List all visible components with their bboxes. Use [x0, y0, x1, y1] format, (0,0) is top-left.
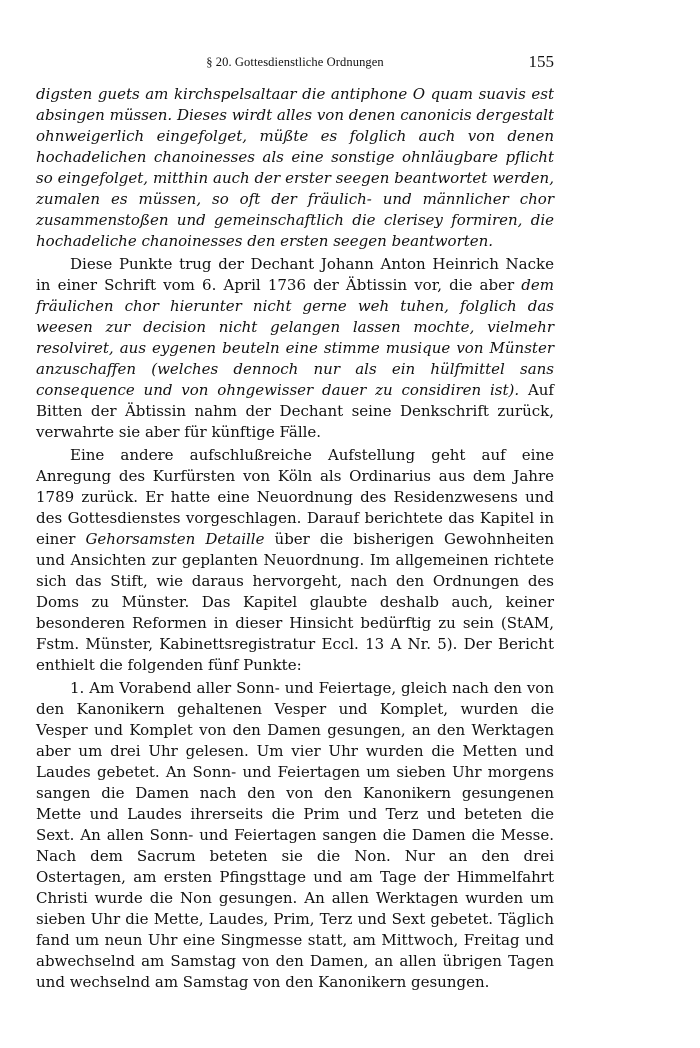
text-run: Diese Punkte trug der Dechant Johann Anton Heinrich Nacke in einer Schrift vom 6. April 1736 der Äbtissin vor, die aber	[36, 255, 554, 294]
paragraph	[36, 445, 554, 676]
main-text	[36, 84, 554, 993]
italic-text-run: dem fräulichen chor hierunter nicht gerne weh tuhen, folglich das weesen zur decision nicht gelangen lassen mochte, vielmehr resolviret, aus eygenen beuteln eine stimme musique von Münster anzuschaffen (welches dennoch nur als ein hülfmittel sans consequence und von ohngewisser dauer zu considiren ist).	[36, 276, 554, 399]
text-run: Auf Bitten der Äbtissin nahm der Dechant seine Denkschrift zurück, verwahrte sie aber für künftige Fälle.	[36, 381, 554, 441]
text-run: 1. Am Vorabend aller Sonn- und Feiertage, gleich nach den von den Kanonikern gehaltenen Vesper und Komplet, wurden die Vesper und Komplet von den Damen gesungen, an den Werktagen aber um drei Uhr gelesen. Um vier Uhr wurden die Metten und Laudes gebetet. An Sonn- und Feiertagen um sieben Uhr morgens sangen die Damen nach den von den Kanonikern gesungenen Mette und Laudes ihrerseits die Prim und Terz und beteten die Sext. An allen Sonn- und Feiertagen sangen die Damen die Messe. Nach dem Sacrum beteten sie die Non. Nur an den drei Ostertagen, am ersten Pfingsttage und am Tage der Himmelfahrt Christi wurde die Non gesungen. An allen Werktagen wurden um sieben Uhr die Mette, Laudes, Prim, Terz und Sext gebetet. Täglich fand um neun Uhr eine Singmesse statt, am Mittwoch, Freitag und abwechselnd am Samstag von den Damen, an allen übrigen Tagen und wechselnd am Samstag von den Kanonikern gesungen.	[36, 679, 554, 991]
text-run: über die bisherigen Gewohnheiten und Ansichten zur geplanten Neuordnung. Im allgemeinen richtete sich das Stift, wie daraus hervorgeht, nach den Ordnungen des Doms zu Münster. Das Kapitel glaubte deshalb auch, keiner besonderen Reformen in dieser Hinsicht bedürftig zu sein (StAM, Fstm. Münster, Kabinettsregistratur Eccl. 13 A Nr. 5). Der Bericht enthielt die folgenden fünf Punkte:	[36, 530, 554, 674]
running-title: § 20. Gottesdienstliche Ordnungen	[206, 55, 384, 69]
italic-text-run: Gehorsamsten Detaille	[85, 530, 265, 548]
text-run: Eine andere aufschlußreiche Aufstellung geht auf eine Anregung des Kurfürsten von Köln als Ordinarius aus dem Jahre 1789 zurück. Er hatte eine Neuordnung des Residenzwesens und des Gottesdienstes vorgeschlagen. Darauf berichtete das Kapitel in einer	[36, 446, 554, 548]
page-header	[36, 52, 554, 76]
paragraph	[36, 254, 554, 443]
italic-text-run: digsten guets am kirchspelsaltaar die antiphone O quam suavis est absingen müssen. Dieses wirdt alles von denen canonicis dergestalt ohnweigerlich eingefolget, müßte es folglich auch von denen hochadelichen chanoinesses als eine sonstige ohnläugbare pflicht so eingefolget, mitthin auch der erster seegen beantwortet werden, zumalen es müssen, so oft der fräulich- und männlicher chor zusammenstoßen und gemeinschaftlich die clerisey formiren, die hochadeliche chanoinesses den ersten seegen beantworten.	[36, 85, 554, 250]
paragraph	[36, 84, 554, 252]
paragraph	[36, 678, 554, 993]
page-number: 155	[528, 52, 554, 71]
